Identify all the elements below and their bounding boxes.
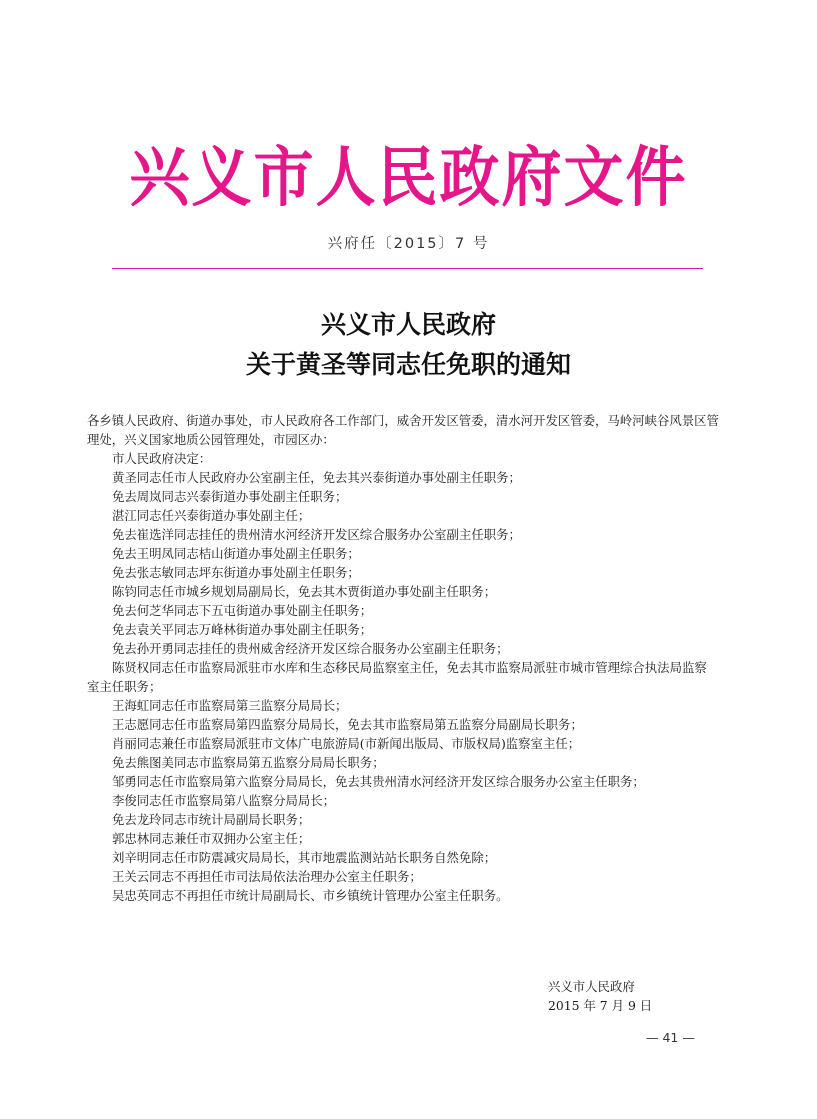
- appointment-item: 免去孙开勇同志挂任的贵州威舍经济开发区综合服务办公室副主任职务；: [112, 641, 509, 656]
- appointment-item: 陈贤权同志任市监察局派驻市水库和生态移民局监察室主任，免去其市监察局派驻市城市管理综合执法局监察室主任职务；: [87, 660, 707, 694]
- red-divider-line: [112, 268, 703, 269]
- appointment-item: 免去王明凤同志桔山街道办事处副主任职务；: [112, 546, 360, 561]
- appointment-item: 陈钧同志任市城乡规划局副局长，免去其木贾街道办事处副主任职务；: [112, 584, 497, 599]
- notice-title-line-2: 关于黄圣等同志任免职的通知: [245, 350, 571, 379]
- page-number: — 41 —: [646, 1030, 695, 1045]
- issue-date: 2015 年 7 月 9 日: [548, 998, 653, 1013]
- recipients-paragraph: 各乡镇人民政府、街道办事处，市人民政府各工作部门，威舍开发区管委，清水河开发区管委，马岭河峡谷风景区管理处，兴义国家地质公园管理处，市园区办：: [87, 413, 719, 447]
- appointment-item: 郭忠林同志兼任市双拥办公室主任；: [112, 831, 311, 846]
- appointment-item: 免去张志敏同志坪东街道办事处副主任职务；: [112, 565, 360, 580]
- appointment-item: 免去何芝华同志下五屯街道办事处副主任职务；: [112, 603, 373, 618]
- appointment-item: 免去崔选洋同志挂任的贵州清水河经济开发区综合服务办公室副主任职务；: [112, 527, 521, 542]
- issuing-organization: 兴义市人民政府: [548, 979, 635, 994]
- decision-intro: 市人民政府决定：: [112, 451, 212, 466]
- document-number: 兴府任〔2015〕7 号: [327, 236, 490, 252]
- appointment-item: 王海虹同志任市监察局第三监察分局局长；: [112, 698, 348, 713]
- appointment-item: 免去袁关平同志万峰林街道办事处副主任职务；: [112, 622, 373, 637]
- appointment-item: 肖丽同志兼任市监察局派驻市文体广电旅游局(市新闻出版局、市版权局)监察室主任；: [112, 736, 581, 751]
- appointment-item: 王关云同志不再担任市司法局依法治理办公室主任职务；: [112, 869, 422, 884]
- appointment-item: 吴忠英同志不再担任市统计局副局长、市乡镇统计管理办公室主任职务。: [112, 888, 509, 903]
- appointment-item: 李俊同志任市监察局第八监察分局局长；: [112, 793, 336, 808]
- appointment-item: 王志愿同志任市监察局第四监察分局局长，免去其市监察局第五监察分局副局长职务；: [112, 717, 583, 732]
- appointment-item: 黄圣同志任市人民政府办公室副主任，免去其兴泰街道办事处副主任职务；: [112, 470, 521, 485]
- appointment-item: 湛江同志任兴泰街道办事处副主任；: [112, 508, 311, 523]
- signature-block: [548, 977, 652, 1015]
- appointment-item: 刘辛明同志任市防震减灾局局长，其市地震监测站站长职务自然免除；: [112, 850, 497, 865]
- appointment-item: 邹勇同志任市监察局第六监察分局局长，免去其贵州清水河经济开发区综合服务办公室主任职务；: [112, 774, 645, 789]
- appointment-item: 免去周岚同志兴泰街道办事处副主任职务；: [112, 489, 348, 504]
- notice-body: [87, 411, 719, 905]
- appointment-item: 免去熊图美同志市监察局第五监察分局局长职务；: [112, 755, 385, 770]
- masthead-title: 兴义市人民政府文件: [129, 140, 688, 216]
- notice-title-line-1: 兴义市人民政府: [320, 310, 496, 339]
- appointment-item: 免去龙玲同志市统计局副局长职务；: [112, 812, 311, 827]
